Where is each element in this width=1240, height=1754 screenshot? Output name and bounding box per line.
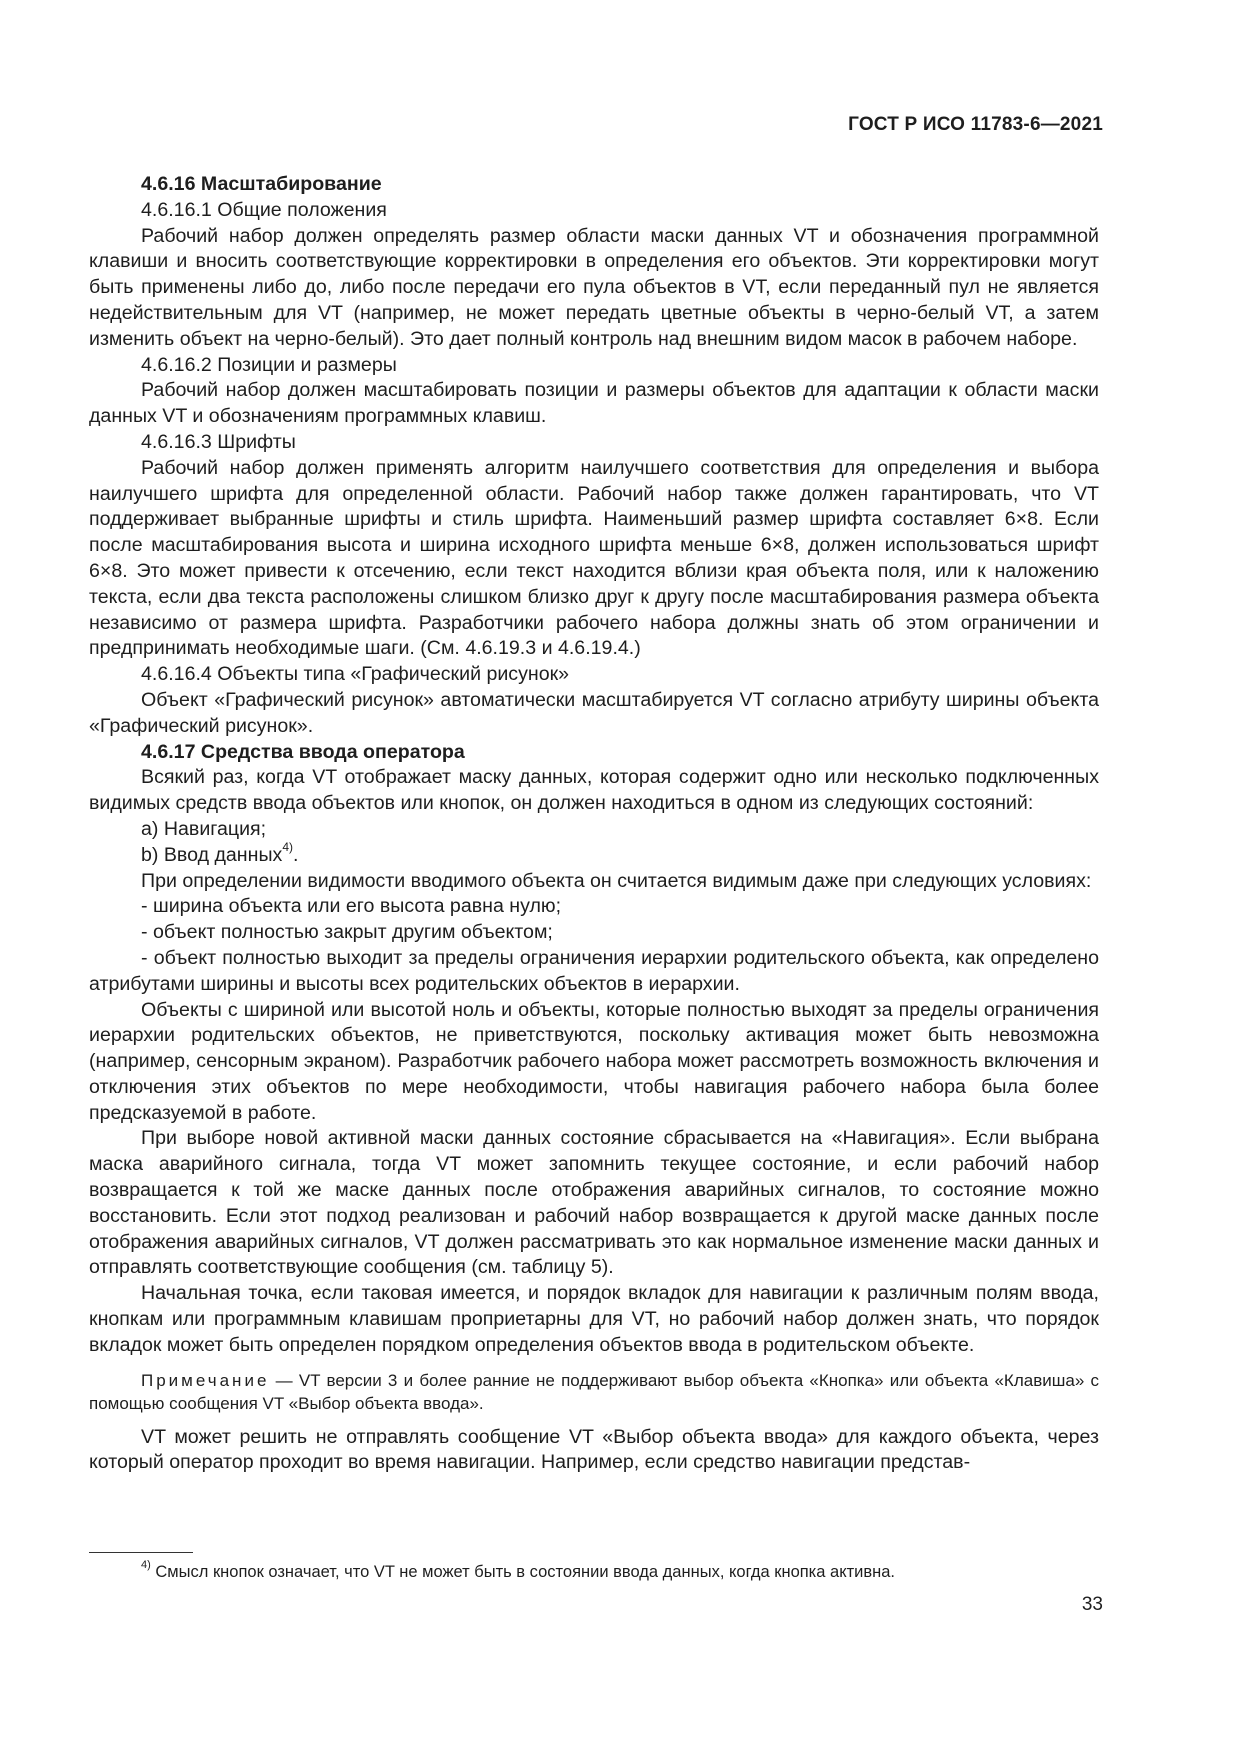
footnote-mark: 4) <box>141 1559 151 1571</box>
footnote-text: Смысл кнопок означает, что VT не может быть в состоянии ввода данных, когда кнопка активна. <box>150 1563 896 1581</box>
paragraph-fonts: Рабочий набор должен применять алгоритм наилучшего соответствия для определения и выбора наилучшего шрифта для определенной области. Рабочий набор также должен гарантировать, что VT поддерживает выбранные шрифты и стиль шрифта. Наименьший размер шрифта составляет 6×8. Если после масштабирования высота и ширина исходного шрифта меньше 6×8, должен использоваться шрифт 6×8. Это может привести к отсечению, если текст находится вблизи края объекта поля, или к наложению текста, если два текста расположены слишком близко друг к другу после масштабирования размера объекта независимо от размера шрифта. Разработчики рабочего набора должны знать об этом ограничении и предпринимать необходимые шаги. (См. 4.6.19.3 и 4.6.19.4.) <box>89 456 1099 660</box>
section-heading-4-6-16: 4.6.16 Масштабирование <box>141 173 382 195</box>
paragraph-state-reset: При выборе новой активной маски данных состояние сбрасывается на «Навигация». Если выбрана маска аварийного сигнала, тогда VT может запомнить текущее состояние, и если рабочий набор возвращается к той же маске данных после отображения аварийных сигналов, то состояние можно восстановить. Если этот подход реализован и рабочий набор возвращается к другой маске данных после отображения аварийных сигналов, VT должен рассматривать это как нормальное изменение маски данных и отправлять соответствующие сообщения (см. таблицу 5). <box>89 1127 1099 1279</box>
note-text: — VT версии 3 и более ранние не поддерживают выбор объекта «Кнопка» или объекта «Клавиша» с помощью сообщения VT «Выбор объекта ввода». <box>89 1370 1099 1413</box>
paragraph-navigation-messages: VT может решить не отправлять сообщение VT «Выбор объекта ввода» для каждого объекта, через который оператор проходит во время навигации. Например, если средство навигации представ- <box>89 1425 1099 1474</box>
subsection-title-4-6-16-2: 4.6.16.2 Позиции и размеры <box>141 353 397 376</box>
subsection-title-4-6-16-1: 4.6.16.1 Общие положения <box>141 198 387 221</box>
section-heading-4-6-17: 4.6.17 Средства ввода оператора <box>141 740 465 763</box>
note <box>89 1369 1099 1415</box>
body-text <box>89 172 1099 1476</box>
list-item-data-input-end: . <box>293 843 299 866</box>
paragraph-positions: Рабочий набор должен масштабировать позиции и размеры объектов для адаптации к области маски данных VT и обозначениям программных клавиш. <box>89 379 1099 428</box>
list-item-outside-bounds: - объект полностью выходит за пределы ограничения иерархии родительского объекта, как определено атрибутами ширины и высоты всех родительских объектов в иерархии. <box>89 946 1099 995</box>
paragraph-visibility: При определении видимости вводимого объекта он считается видимым даже при следующих условиях: <box>141 869 1092 892</box>
note-label: Примечание <box>141 1370 270 1390</box>
list-item-zero-size: - ширина объекта или его высота равна нулю; <box>141 895 562 918</box>
list-item-data-input-text: b) Ввод данных <box>141 843 283 866</box>
footnote-reference: 4) <box>282 839 293 854</box>
paragraph-zero-objects: Объекты с шириной или высотой ноль и объекты, которые полностью выходят за пределы ограничения иерархии родительских объектов, не приветствуются, поскольку активация может быть невозможна (например, сенсорным экраном). Разработчик рабочего набора может рассмотреть возможность включения и отключения этих объектов по мере необходимости, чтобы навигация рабочего набора была более предсказуемой в работе. <box>89 998 1099 1124</box>
paragraph-intro-states: Всякий раз, когда VT отображает маску данных, которая содержит одно или несколько подключенных видимых средств ввода объектов или кнопок, он должен находиться в одном из следующих состояний: <box>89 766 1099 815</box>
page-number: 33 <box>1081 1594 1103 1615</box>
subsection-title-4-6-16-4: 4.6.16.4 Объекты типа «Графический рисунок» <box>141 663 570 686</box>
list-item-navigation: a) Навигация; <box>141 817 267 840</box>
footnote <box>141 1561 1101 1583</box>
paragraph-general: Рабочий набор должен определять размер области маски данных VT и обозначения программной клавиши и вносить соответствующие корректировки в определения его объектов. Эти корректировки могут быть применены либо до, либо после передачи его пула объектов в VT, если переданный пул не является недействительным для VT (например, не может передать цветные объекты в черно-белый VT, а затем изменить объект на черно-белый). Это дает полный контроль над внешним видом масок в рабочем наборе. <box>89 224 1099 350</box>
paragraph-picture-objects: Объект «Графический рисунок» автоматически масштабируется VT согласно атрибуту ширины объекта «Графический рисунок». <box>89 688 1099 737</box>
list-item-covered: - объект полностью закрыт другим объектом; <box>141 921 553 944</box>
document-code-header: ГОСТ Р ИСО 11783-6—2021 <box>848 114 1103 135</box>
list-item-data-input <box>89 839 1099 869</box>
footnote-divider <box>89 1552 193 1553</box>
paragraph-start-point: Начальная точка, если таковая имеется, и порядок вкладок для навигации к различным полям ввода, кнопкам или программным клавишам проприетарны для VT, но рабочий набор должен знать, что порядок вкладок может быть определен порядком определения объектов ввода в родительском объекте. <box>89 1282 1099 1356</box>
subsection-title-4-6-16-3: 4.6.16.3 Шрифты <box>141 430 296 453</box>
